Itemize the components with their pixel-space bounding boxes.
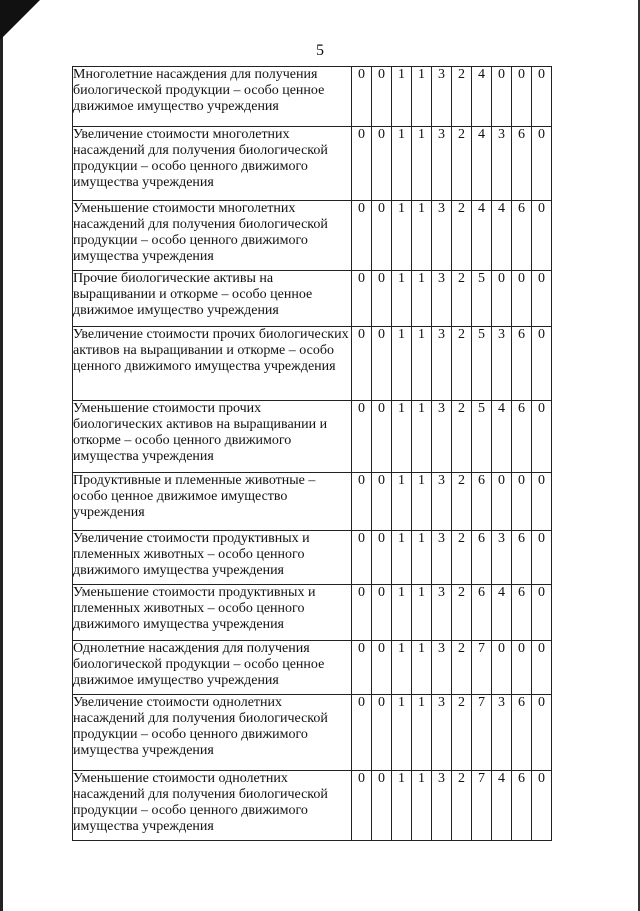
code-digit: 0 [372, 67, 392, 127]
code-digit: 2 [452, 67, 472, 127]
code-digit: 4 [492, 771, 512, 841]
code-digit: 3 [492, 127, 512, 201]
code-digit: 1 [392, 127, 412, 201]
row-description: Прочие биологические активы на выращивании и откорме – особо ценное движимое имущество учреждения [73, 271, 352, 327]
code-digit: 1 [412, 771, 432, 841]
code-digit: 4 [472, 127, 492, 201]
code-digit: 1 [392, 67, 412, 127]
code-digit: 3 [432, 401, 452, 473]
row-description: Уменьшение стоимости многолетних насаждений для получения биологической продукции – особо ценного движимого имущества учреждения [73, 201, 352, 271]
code-digit: 0 [532, 473, 552, 531]
code-digit: 0 [352, 201, 372, 271]
code-digit: 6 [472, 473, 492, 531]
code-digit: 1 [392, 585, 412, 641]
account-codes-table [72, 66, 552, 841]
code-digit: 0 [492, 67, 512, 127]
code-digit: 2 [452, 127, 472, 201]
code-digit: 1 [392, 695, 412, 771]
code-digit: 1 [392, 771, 412, 841]
code-digit: 3 [492, 327, 512, 401]
row-description: Уменьшение стоимости прочих биологических активов на выращивании и откорме – особо ценного движимого имущества учреждения [73, 401, 352, 473]
code-digit: 2 [452, 401, 472, 473]
code-digit: 0 [372, 641, 392, 695]
code-digit: 0 [512, 67, 532, 127]
code-digit: 0 [512, 641, 532, 695]
code-digit: 0 [372, 531, 392, 585]
code-digit: 3 [432, 695, 452, 771]
code-digit: 5 [472, 271, 492, 327]
code-digit: 6 [512, 695, 532, 771]
code-digit: 2 [452, 695, 472, 771]
code-digit: 1 [392, 401, 412, 473]
code-digit: 4 [492, 201, 512, 271]
code-digit: 0 [512, 473, 532, 531]
row-description: Увеличение стоимости прочих биологических активов на выращивании и откорме – особо ценного движимого имущества учреждения [73, 327, 352, 401]
code-digit: 0 [532, 695, 552, 771]
code-digit: 3 [432, 67, 452, 127]
table-row [73, 695, 552, 771]
code-digit: 1 [392, 473, 412, 531]
code-digit: 1 [412, 127, 432, 201]
code-digit: 1 [412, 401, 432, 473]
code-digit: 5 [472, 401, 492, 473]
code-digit: 0 [372, 127, 392, 201]
code-digit: 0 [532, 271, 552, 327]
code-digit: 4 [472, 201, 492, 271]
code-digit: 3 [432, 585, 452, 641]
code-digit: 1 [412, 67, 432, 127]
code-digit: 2 [452, 641, 472, 695]
code-digit: 5 [472, 327, 492, 401]
code-digit: 1 [412, 585, 432, 641]
code-digit: 0 [372, 771, 392, 841]
code-digit: 3 [492, 531, 512, 585]
code-digit: 0 [372, 201, 392, 271]
code-digit: 1 [412, 201, 432, 271]
code-digit: 0 [532, 67, 552, 127]
code-digit: 0 [532, 531, 552, 585]
scan-corner-shadow [0, 0, 40, 40]
code-digit: 0 [532, 585, 552, 641]
code-digit: 0 [372, 473, 392, 531]
code-digit: 7 [472, 771, 492, 841]
code-digit: 1 [412, 695, 432, 771]
code-digit: 0 [492, 641, 512, 695]
row-description: Многолетние насаждения для получения биологической продукции – особо ценное движимое имущество учреждения [73, 67, 352, 127]
code-digit: 3 [432, 771, 452, 841]
code-digit: 6 [512, 327, 532, 401]
table-row [73, 327, 552, 401]
code-digit: 2 [452, 771, 472, 841]
table-row [73, 67, 552, 127]
code-digit: 1 [392, 327, 412, 401]
table-row [73, 585, 552, 641]
code-digit: 6 [472, 585, 492, 641]
code-digit: 0 [372, 327, 392, 401]
code-digit: 3 [432, 641, 452, 695]
code-digit: 6 [512, 401, 532, 473]
code-digit: 3 [432, 201, 452, 271]
row-description: Увеличение стоимости продуктивных и племенных животных – особо ценного движимого имущества учреждения [73, 531, 352, 585]
code-digit: 3 [432, 327, 452, 401]
table-row [73, 473, 552, 531]
table-row [73, 271, 552, 327]
code-digit: 0 [532, 401, 552, 473]
table-row [73, 771, 552, 841]
code-digit: 3 [432, 473, 452, 531]
table-row [73, 531, 552, 585]
code-digit: 2 [452, 531, 472, 585]
code-digit: 7 [472, 695, 492, 771]
scan-edge-left [0, 0, 3, 911]
code-digit: 1 [392, 531, 412, 585]
code-digit: 0 [352, 401, 372, 473]
row-description: Уменьшение стоимости однолетних насаждений для получения биологической продукции – особо ценного движимого имущества учреждения [73, 771, 352, 841]
code-digit: 2 [452, 201, 472, 271]
code-digit: 1 [392, 271, 412, 327]
code-digit: 0 [352, 473, 372, 531]
account-codes-table-body [73, 67, 552, 841]
code-digit: 0 [352, 585, 372, 641]
code-digit: 0 [352, 67, 372, 127]
table-row [73, 127, 552, 201]
code-digit: 0 [372, 401, 392, 473]
code-digit: 1 [412, 271, 432, 327]
code-digit: 1 [412, 531, 432, 585]
table-row [73, 201, 552, 271]
code-digit: 3 [432, 531, 452, 585]
code-digit: 2 [452, 271, 472, 327]
code-digit: 0 [372, 271, 392, 327]
code-digit: 0 [352, 531, 372, 585]
code-digit: 1 [392, 641, 412, 695]
row-description: Уменьшение стоимости продуктивных и племенных животных – особо ценного движимого имущества учреждения [73, 585, 352, 641]
table-row [73, 641, 552, 695]
code-digit: 6 [512, 127, 532, 201]
code-digit: 0 [492, 473, 512, 531]
code-digit: 2 [452, 585, 472, 641]
code-digit: 4 [472, 67, 492, 127]
code-digit: 1 [392, 201, 412, 271]
code-digit: 0 [372, 695, 392, 771]
code-digit: 0 [532, 327, 552, 401]
code-digit: 2 [452, 473, 472, 531]
code-digit: 6 [512, 201, 532, 271]
code-digit: 2 [452, 327, 472, 401]
code-digit: 0 [352, 127, 372, 201]
code-digit: 0 [352, 771, 372, 841]
code-digit: 0 [372, 585, 392, 641]
row-description: Увеличение стоимости однолетних насаждений для получения биологической продукции – особо ценного движимого имущества учреждения [73, 695, 352, 771]
code-digit: 1 [412, 641, 432, 695]
code-digit: 0 [532, 641, 552, 695]
code-digit: 4 [492, 401, 512, 473]
code-digit: 0 [352, 327, 372, 401]
code-digit: 6 [512, 585, 532, 641]
code-digit: 0 [532, 127, 552, 201]
code-digit: 4 [492, 585, 512, 641]
code-digit: 0 [512, 271, 532, 327]
code-digit: 0 [352, 271, 372, 327]
code-digit: 0 [532, 771, 552, 841]
code-digit: 1 [412, 327, 432, 401]
code-digit: 0 [532, 201, 552, 271]
code-digit: 6 [512, 531, 532, 585]
row-description: Увеличение стоимости многолетних насаждений для получения биологической продукции – особо ценного движимого имущества учреждения [73, 127, 352, 201]
code-digit: 3 [492, 695, 512, 771]
code-digit: 0 [352, 641, 372, 695]
code-digit: 3 [432, 127, 452, 201]
page-number: 5 [316, 42, 324, 59]
code-digit: 1 [412, 473, 432, 531]
code-digit: 6 [472, 531, 492, 585]
code-digit: 0 [492, 271, 512, 327]
table-row [73, 401, 552, 473]
code-digit: 0 [352, 695, 372, 771]
code-digit: 6 [512, 771, 532, 841]
code-digit: 3 [432, 271, 452, 327]
row-description: Однолетние насаждения для получения биологической продукции – особо ценное движимое имущество учреждения [73, 641, 352, 695]
code-digit: 7 [472, 641, 492, 695]
row-description: Продуктивные и племенные животные – особо ценное движимое имущество учреждения [73, 473, 352, 531]
